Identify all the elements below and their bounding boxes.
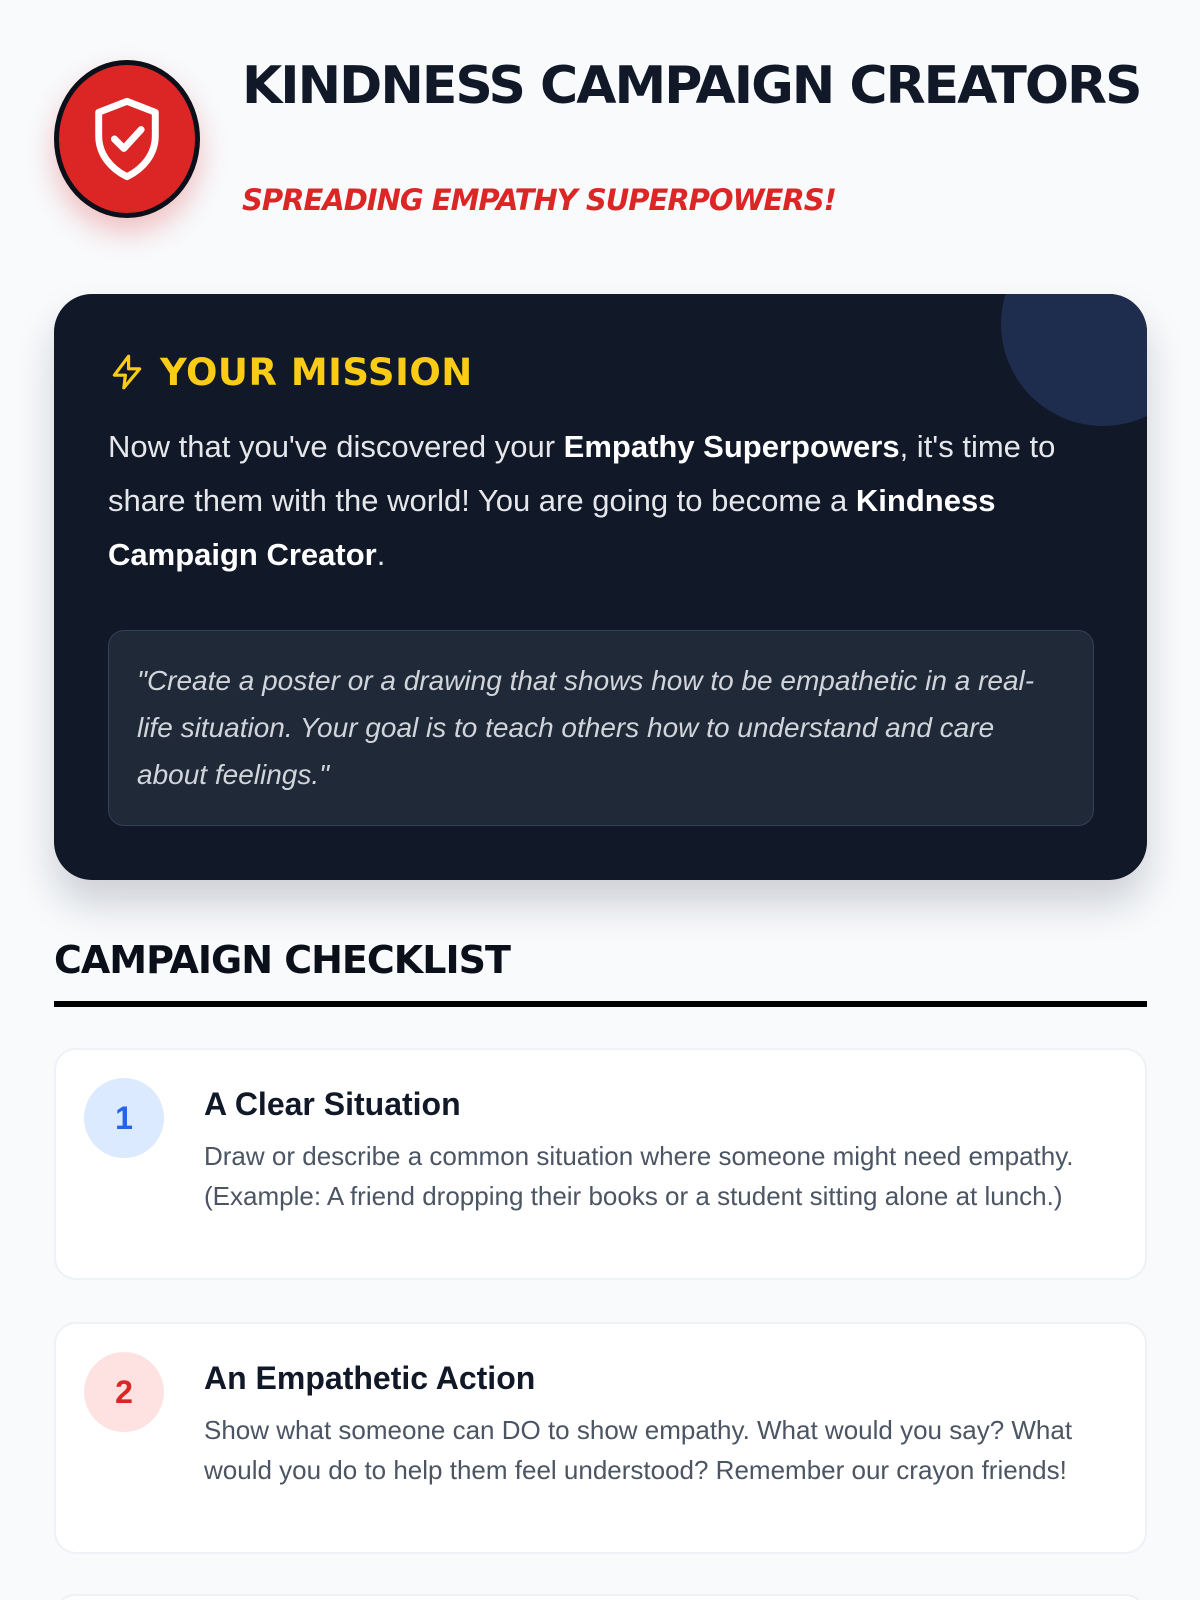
checklist-item-description: Draw or describe a common situation where someone might need empathy. (Example: A friend dropping their books or a student sitting alone at lunch.): [204, 1141, 1074, 1211]
mission-text-part-1: Now that you've discovered your: [108, 429, 564, 464]
checklist-item-title: A Clear Situation: [204, 1086, 461, 1122]
step-number-badge: 1: [84, 1078, 164, 1158]
checklist-item-description: Show what someone can DO to show empathy. What would you say? What would you do to help them feel understood? Remember our crayon friends!: [204, 1415, 1073, 1485]
page-subtitle: SPREADING EMPATHY SUPERPOWERS!: [242, 183, 836, 217]
checklist-item-partial: [54, 1594, 1147, 1600]
lightning-bolt-icon: [108, 352, 146, 392]
mission-text-bold-2: Kindness Campaign Creator: [108, 483, 996, 572]
mission-quote-box: [108, 630, 1094, 826]
mission-heading-label: YOUR MISSION: [160, 350, 473, 394]
shield-check-icon: [89, 95, 165, 183]
page-title: [242, 56, 1141, 116]
checklist-title: CAMPAIGN CHECKLIST: [54, 938, 510, 982]
page-header: [54, 56, 1146, 220]
mission-text-bold-1: Empathy Superpowers: [563, 429, 900, 464]
checklist-divider: [54, 1001, 1147, 1007]
mission-quote: "Create a poster or a drawing that shows how to be empathetic in a real-life situation. Your goal is to teach others how to understand and care about feelings.": [137, 665, 1035, 790]
mission-text-part-2: , it's time to share them with the world! You are going to become a: [108, 429, 1056, 518]
mission-description: [108, 420, 1108, 582]
mission-decoration-circle: [1001, 294, 1147, 426]
page-title-text: KINDNESS CAMPAIGN CREATORS: [242, 56, 1141, 116]
checklist-item-title: An Empathetic Action: [204, 1360, 536, 1396]
mission-heading: [108, 348, 473, 396]
logo-badge: [54, 60, 200, 218]
mission-card: [54, 294, 1147, 880]
mission-text-part-3: .: [376, 537, 386, 572]
step-number-badge: 2: [84, 1352, 164, 1432]
checklist-item: [54, 1322, 1147, 1554]
checklist-item: [54, 1048, 1147, 1280]
